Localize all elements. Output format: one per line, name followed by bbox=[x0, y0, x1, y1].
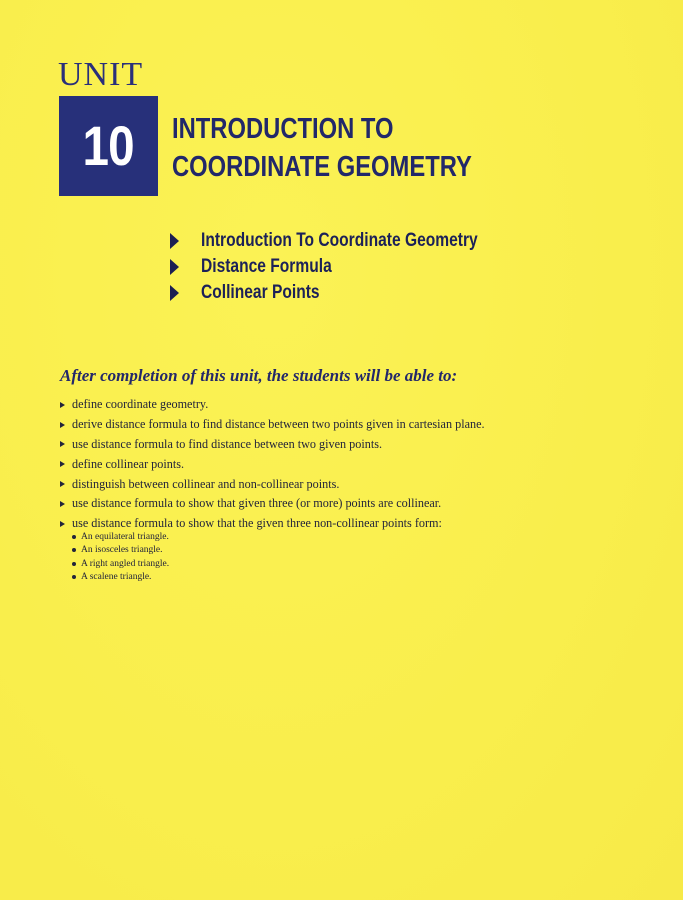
sub-list-text: An isosceles triangle. bbox=[81, 545, 163, 556]
arrow-bullet-icon bbox=[60, 461, 65, 467]
unit-title-line-1: INTRODUCTION TO bbox=[172, 113, 394, 145]
sub-list-text: A right angled triangle. bbox=[81, 558, 170, 569]
sub-list-item bbox=[72, 544, 169, 558]
objective-text: derive distance formula to find distance between two points given in cartesian plane. bbox=[72, 417, 485, 432]
topic-label: Collinear Points bbox=[201, 282, 320, 303]
objective-item bbox=[60, 435, 485, 455]
arrow-bullet-icon bbox=[60, 441, 65, 447]
objective-text: use distance formula to find distance between two given points. bbox=[72, 436, 383, 451]
objective-text: define coordinate geometry. bbox=[72, 397, 209, 412]
arrow-bullet-icon bbox=[60, 402, 65, 408]
arrow-bullet-icon bbox=[60, 501, 65, 507]
triangle-types-list bbox=[72, 530, 169, 584]
objective-item bbox=[60, 415, 485, 435]
unit-label: UNIT bbox=[58, 56, 144, 93]
unit-number: 10 bbox=[82, 114, 135, 177]
dot-bullet-icon bbox=[72, 548, 76, 552]
arrow-bullet-icon bbox=[60, 422, 65, 428]
sub-list-item bbox=[72, 530, 169, 544]
topic-item bbox=[170, 280, 538, 306]
triangle-bullet-icon bbox=[170, 285, 179, 301]
objectives-list bbox=[60, 395, 485, 534]
dot-bullet-icon bbox=[72, 575, 76, 579]
objective-item bbox=[60, 474, 485, 494]
objective-item bbox=[60, 494, 485, 514]
unit-number-box bbox=[59, 96, 158, 196]
arrow-bullet-icon bbox=[60, 521, 65, 527]
topic-item bbox=[170, 228, 538, 254]
sub-list-text: An equilateral triangle. bbox=[81, 531, 169, 542]
sub-list-item bbox=[72, 571, 169, 585]
unit-title bbox=[172, 110, 472, 186]
sub-list-text: A scalene triangle. bbox=[81, 572, 152, 583]
topic-list bbox=[170, 228, 538, 306]
objectives-heading: After completion of this unit, the students will be able to: bbox=[60, 366, 458, 385]
triangle-bullet-icon bbox=[170, 233, 179, 249]
arrow-bullet-icon bbox=[60, 481, 65, 487]
dot-bullet-icon bbox=[72, 535, 76, 539]
objective-item bbox=[60, 454, 485, 474]
objective-text: distinguish between collinear and non-collinear points. bbox=[72, 476, 340, 491]
objective-text: define collinear points. bbox=[72, 456, 185, 471]
objective-item bbox=[60, 395, 485, 415]
objective-text: use distance formula to show that the given three non-collinear points form: bbox=[72, 516, 442, 531]
objective-text: use distance formula to show that given three (or more) points are collinear. bbox=[72, 496, 442, 511]
topic-label: Introduction To Coordinate Geometry bbox=[201, 230, 478, 251]
topic-label: Distance Formula bbox=[201, 256, 332, 277]
dot-bullet-icon bbox=[72, 562, 76, 566]
unit-title-line-2: COORDINATE GEOMETRY bbox=[172, 151, 472, 183]
triangle-bullet-icon bbox=[170, 259, 179, 275]
sub-list-item bbox=[72, 557, 169, 571]
topic-item bbox=[170, 254, 538, 280]
